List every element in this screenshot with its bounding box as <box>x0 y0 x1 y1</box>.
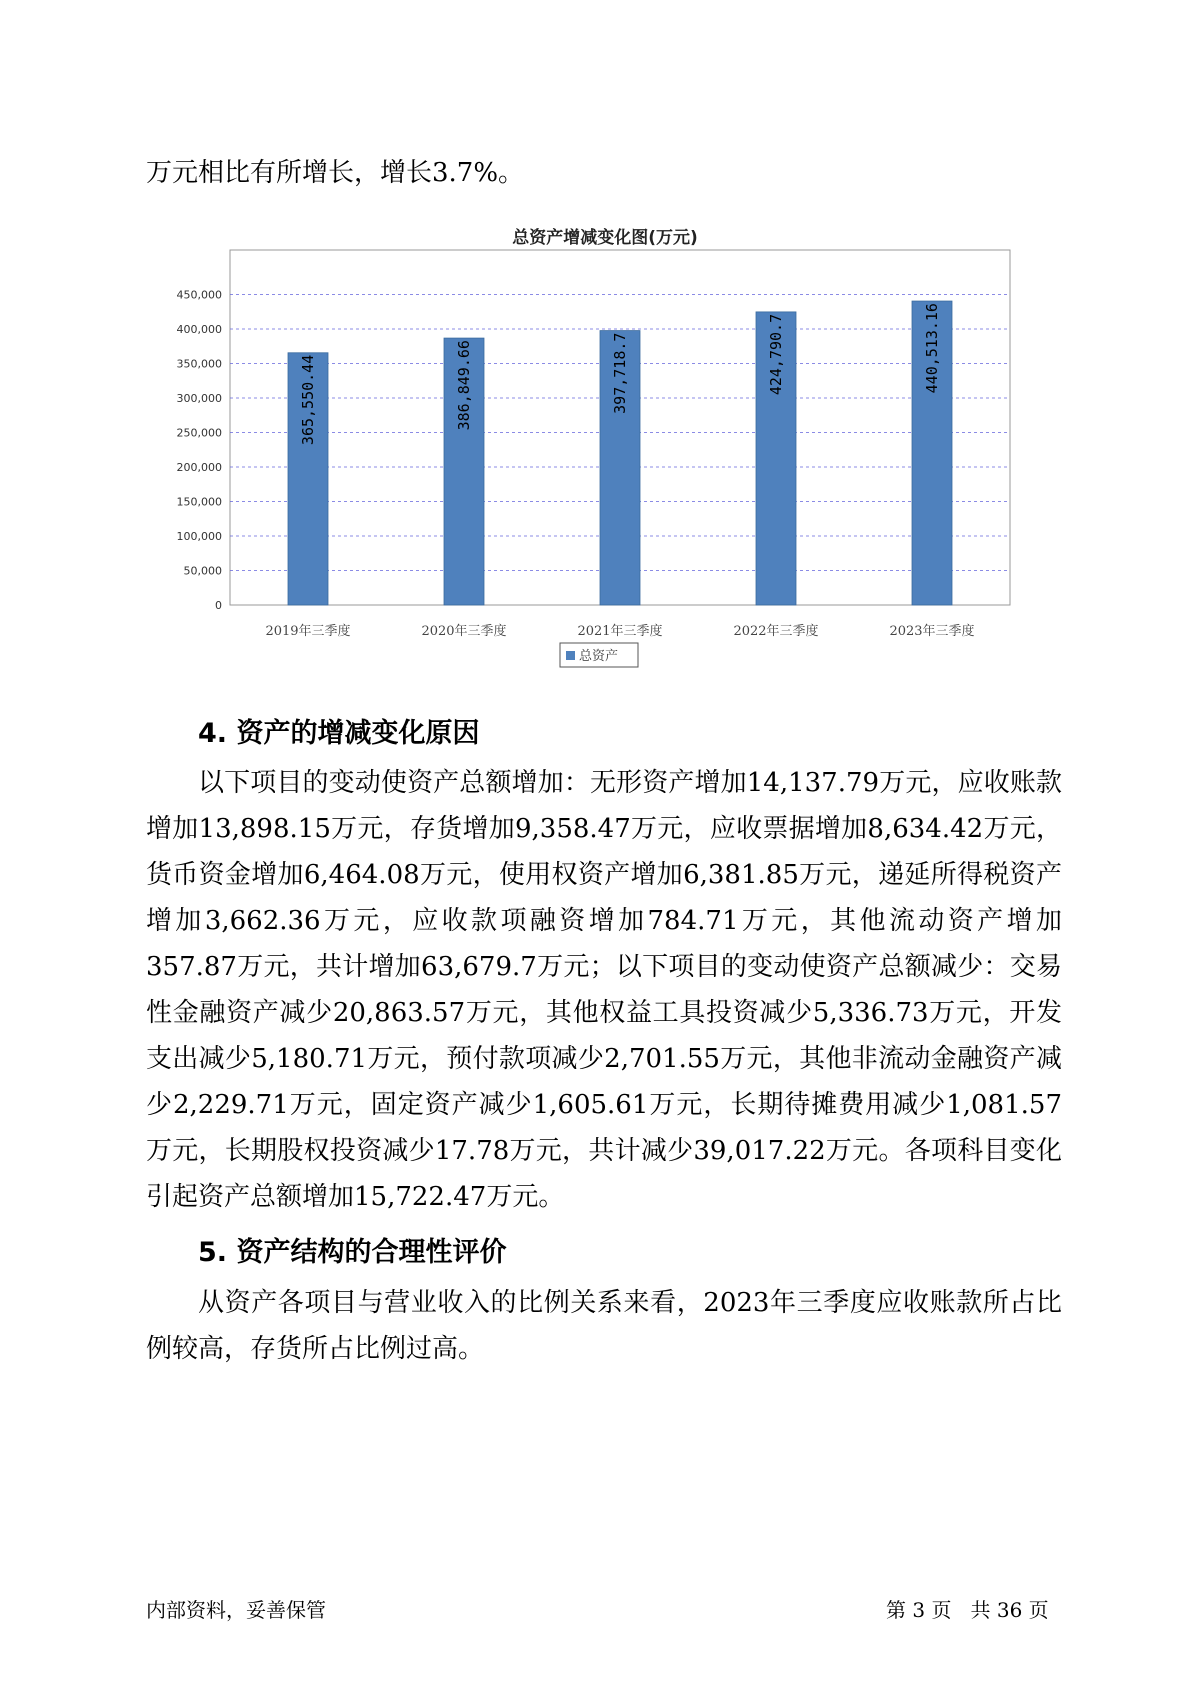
section-4-body: 以下项目的变动使资产总额增加：无形资产增加14,137.79万元，应收账款增加13,898.15万元，存货增加9,358.47万元，应收票据增加8,634.42万元，货币资金增加6,464.08万元，使用权资产增加6,381.85万元，递延所得税资产增加3,662.36万元，应收款项融资增加784.71万元，其他流动资产增加357.87万元，共计增加63,679.7万元；以下项目的变动使资产总额减少：交易性金融资产减少20,863.57万元，其他权益工具投资减少5,336.73万元，开发支出减少5,180.71万元，预付款项减少2,701.55万元，其他非流动金融资产减少2,229.71万元，固定资产减少1,605.61万元，长期待摊费用减少1,081.57万元，长期股权投资减少17.78万元，共计减少39,017.22万元。各项科目变化引起资产总额增加15,722.47万元。 <box>146 768 1062 1212</box>
y-tick-label: 150,000 <box>176 495 222 509</box>
bar-data-label: 397,718.7 <box>611 332 629 414</box>
y-tick-label: 100,000 <box>176 530 222 543</box>
x-tick-label: 2022年三季度 <box>733 624 819 639</box>
section-4-heading: 4. 资产的增减变化原因 <box>198 718 480 749</box>
legend-label: 总资产 <box>579 649 619 664</box>
y-tick-label: 0 <box>215 599 222 612</box>
y-tick-label: 50,000 <box>183 564 222 578</box>
y-tick-label: 300,000 <box>176 392 222 405</box>
intro-paragraph: 万元相比有所增长，增长3.7%。 <box>146 158 525 188</box>
x-tick-label: 2023年三季度 <box>889 624 975 639</box>
footer-page-number: 第 3 页 共 36 页 <box>886 1598 1049 1622</box>
y-tick-label: 350,000 <box>176 357 222 371</box>
bar-data-label: 440,513.16 <box>923 303 941 394</box>
x-tick-label: 2020年三季度 <box>421 624 507 639</box>
section-5-body: 从资产各项目与营业收入的比例关系来看，2023年三季度应收账款所占比例较高，存货所占比例过高。 <box>146 1288 1062 1364</box>
bar-data-label: 424,790.7 <box>767 313 785 396</box>
bar-data-label: 365,550.44 <box>299 354 317 446</box>
chart-title: 总资产增减变化图(万元) <box>512 228 698 248</box>
y-tick-label: 400,000 <box>176 323 222 336</box>
footer-left: 内部资料，妥善保管 <box>146 1598 326 1622</box>
x-tick-label: 2021年三季度 <box>577 624 663 639</box>
x-tick-label: 2019年三季度 <box>265 624 351 639</box>
y-tick-label: 250,000 <box>176 426 222 440</box>
legend-swatch <box>566 651 575 660</box>
bar-data-label: 386,849.66 <box>455 340 473 431</box>
y-tick-label: 200,000 <box>176 461 222 474</box>
y-tick-label: 450,000 <box>176 288 222 302</box>
section-5-heading: 5. 资产结构的合理性评价 <box>198 1237 507 1268</box>
total-assets-bar-chart <box>150 215 1030 685</box>
